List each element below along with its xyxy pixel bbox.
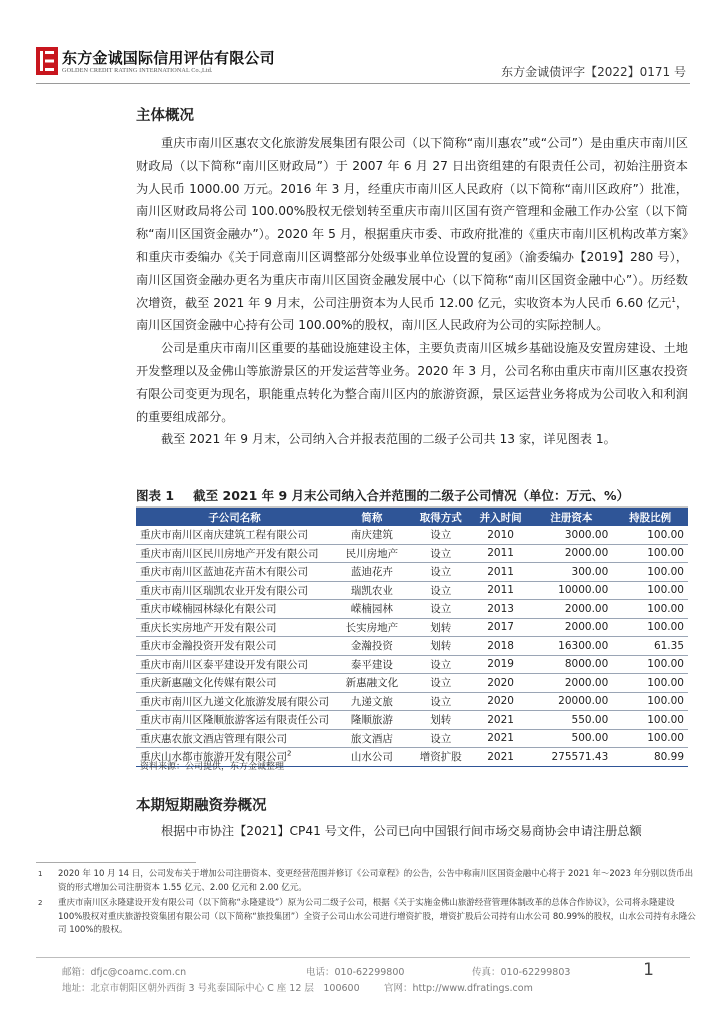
cell-merge-year — [471, 544, 531, 563]
cell-merge-year — [471, 526, 531, 544]
company-logo-icon — [36, 47, 58, 75]
cell-merge-year-text: 2010 — [487, 528, 514, 541]
cell-acquisition-method-text: 设立 — [430, 732, 452, 745]
footer-address: 地址：北京市朝阳区朝外西街 3 号兆泰国际中心 C 座 12 层 100600 — [62, 983, 360, 994]
col-header-year: 并入时间 — [471, 508, 531, 526]
cell-share-ratio — [612, 544, 688, 563]
cell-acquisition-method-text: 设立 — [430, 658, 452, 671]
cell-short-name — [333, 729, 411, 748]
table-row — [136, 692, 688, 711]
cell-share-ratio-text: 100.00 — [647, 547, 684, 560]
cell-acquisition-method-text: 增资扩股 — [419, 751, 462, 764]
cell-short-name — [333, 600, 411, 619]
cell-share-ratio-text: 100.00 — [647, 565, 684, 578]
cell-acquisition-method — [411, 581, 471, 600]
cell-company-name-text: 重庆市南川区蓝迪花卉苗木有限公司 — [140, 566, 308, 579]
cell-share-ratio-text: 100.00 — [647, 602, 684, 615]
cell-share-ratio — [612, 563, 688, 582]
cell-registered-capital-text: 10000.00 — [558, 584, 609, 597]
table-row — [136, 655, 688, 674]
cell-registered-capital — [530, 748, 612, 767]
cell-share-ratio — [612, 637, 688, 656]
page-number: 1 — [643, 960, 654, 980]
cell-merge-year-text: 2013 — [487, 602, 514, 615]
cell-acquisition-method-text: 划转 — [430, 640, 452, 653]
cell-short-name — [333, 526, 411, 544]
table-row — [136, 729, 688, 748]
cell-company-name-text: 重庆新惠融文化传媒有限公司 — [140, 677, 277, 690]
cell-share-ratio-text: 100.00 — [647, 676, 684, 689]
cell-share-ratio — [612, 748, 688, 767]
cell-registered-capital-text: 2000.00 — [564, 621, 609, 634]
col-header-method: 取得方式 — [411, 508, 471, 526]
footnote-number: 1 — [38, 870, 43, 878]
col-header-ratio: 持股比例 — [612, 508, 688, 526]
cell-merge-year-text: 2017 — [487, 621, 514, 634]
cell-short-name-text: 南庆建筑 — [350, 529, 393, 542]
cell-share-ratio — [612, 526, 688, 544]
cell-share-ratio — [612, 674, 688, 693]
document-number: 东方金诚债评字【2022】0171 号 — [501, 65, 686, 79]
footer-phone: 电话：010-62299800 — [306, 967, 405, 978]
cell-merge-year — [471, 748, 531, 767]
cell-registered-capital-text: 8000.00 — [564, 658, 609, 671]
cell-registered-capital — [530, 655, 612, 674]
cell-acquisition-method — [411, 729, 471, 748]
cell-acquisition-method-text: 设立 — [430, 695, 452, 708]
cell-short-name-text: 九递文旅 — [350, 695, 393, 708]
footnote-text: 2020 年 10 月 14 日，公司发布关于增加公司注册资本、变更经营范围并修订《公司章程》的公告，公告中称南川区国资金融中心将于 2021 年～2023 年分别以货币出资的形式增加公司注册资本 1.55 亿元、2.00 亿元和 2.00 亿元。 — [58, 869, 694, 893]
cell-acquisition-method-text: 设立 — [430, 529, 452, 542]
cell-registered-capital — [530, 729, 612, 748]
cell-short-name — [333, 711, 411, 730]
cell-company-name — [136, 581, 333, 600]
cell-merge-year-text: 2011 — [487, 547, 514, 560]
cell-share-ratio-text: 80.99 — [653, 750, 684, 763]
cell-company-name — [136, 618, 333, 637]
cell-short-name-text: 隆顺旅游 — [350, 714, 393, 727]
cell-company-name-text: 重庆市金瀚投资开发有限公司 — [140, 640, 277, 653]
cell-share-ratio-text: 100.00 — [647, 584, 684, 597]
cell-merge-year — [471, 618, 531, 637]
table-row — [136, 581, 688, 600]
table-source: 资料来源：公司提供，东方金诚整理 — [140, 762, 285, 772]
cell-company-name — [136, 674, 333, 693]
footer-fax: 传真：010-62299803 — [472, 967, 571, 978]
company-name-en: GOLDEN CREDIT RATING INTERNATIONAL Co.,Ltd. — [62, 67, 213, 74]
cell-company-name — [136, 692, 333, 711]
footnote-divider — [36, 862, 196, 863]
cell-merge-year — [471, 729, 531, 748]
col-header-name: 子公司名称 — [136, 508, 333, 526]
cell-acquisition-method — [411, 748, 471, 767]
cell-acquisition-method — [411, 637, 471, 656]
cell-merge-year — [471, 674, 531, 693]
cell-share-ratio — [612, 655, 688, 674]
cell-company-name — [136, 600, 333, 619]
cell-acquisition-method-text: 划转 — [430, 714, 452, 727]
table-header-row — [136, 508, 688, 526]
cell-short-name — [333, 674, 411, 693]
cell-registered-capital-text: 275571.43 — [551, 750, 609, 763]
cell-merge-year-text: 2019 — [487, 658, 514, 671]
table-label: 图表 1 — [136, 488, 175, 503]
cell-merge-year-text: 2011 — [487, 584, 514, 597]
cell-share-ratio-text: 100.00 — [647, 713, 684, 726]
cell-registered-capital — [530, 674, 612, 693]
footer-email: 邮箱：dfjc@coamc.com.cn — [62, 967, 187, 978]
footer-website[interactable]: 官网：http://www.dfratings.com — [384, 983, 533, 994]
table-row — [136, 563, 688, 582]
cell-registered-capital-text: 2000.00 — [564, 602, 609, 615]
cell-acquisition-method-text: 设立 — [430, 603, 452, 616]
cell-short-name — [333, 581, 411, 600]
cell-registered-capital-text: 3000.00 — [564, 528, 609, 541]
cell-acquisition-method — [411, 544, 471, 563]
cell-share-ratio-text: 100.00 — [647, 528, 684, 541]
cell-acquisition-method — [411, 711, 471, 730]
cell-company-name — [136, 526, 333, 544]
cell-acquisition-method — [411, 563, 471, 582]
cell-acquisition-method-text: 设立 — [430, 566, 452, 579]
cell-short-name — [333, 544, 411, 563]
cell-share-ratio — [612, 711, 688, 730]
footnote-1 — [38, 868, 698, 895]
cell-company-name — [136, 563, 333, 582]
cell-company-name-text: 重庆市南川区南庆建筑工程有限公司 — [140, 529, 308, 542]
cell-registered-capital — [530, 526, 612, 544]
cell-short-name — [333, 692, 411, 711]
cell-registered-capital-text: 16300.00 — [558, 639, 609, 652]
footnote-text: 重庆市南川区永隆建设开发有限公司（以下简称“永隆建设”）原为公司二级子公司，根据《关于实施金佛山旅游经营管理体制改革的总体合作协议》，公司将永隆建设 100%股权对重庆旅游投资集团有限公司（以下简称“旅投集团”）全资子公司山水公司进行增资扩股，增资扩股后公司持有山水公司 80.99%的股权，山水公司持有永隆公司 100%的股权。 — [58, 898, 696, 935]
cell-merge-year-text: 2021 — [487, 713, 514, 726]
cell-company-name — [136, 544, 333, 563]
col-header-short: 简称 — [333, 508, 411, 526]
cell-company-name-text: 重庆市南川区九递文化旅游发展有限公司 — [140, 695, 329, 708]
cell-merge-year — [471, 600, 531, 619]
cell-share-ratio — [612, 581, 688, 600]
cell-share-ratio-text: 100.00 — [647, 658, 684, 671]
cell-short-name-text: 民川房地产 — [345, 547, 399, 560]
cell-merge-year-text: 2021 — [487, 750, 514, 763]
footnote-ref-2: 2 — [287, 749, 292, 758]
cell-share-ratio — [612, 729, 688, 748]
table-title: 截至 2021 年 9 月末公司纳入合并范围的二级子公司情况（单位：万元、%） — [193, 488, 630, 503]
cell-short-name-text: 新惠融文化 — [345, 677, 399, 690]
cell-registered-capital — [530, 618, 612, 637]
overview-body — [136, 132, 688, 451]
cell-company-name-text: 重庆市南川区泰平建设开发有限公司 — [140, 658, 308, 671]
cell-registered-capital — [530, 544, 612, 563]
cell-merge-year — [471, 692, 531, 711]
cell-short-name — [333, 618, 411, 637]
cell-short-name-text: 瑞凯农业 — [350, 584, 393, 597]
footer-divider — [36, 957, 690, 958]
cell-short-name — [333, 748, 411, 767]
cell-short-name-text: 蓝迪花卉 — [350, 566, 393, 579]
cell-short-name-text: 山水公司 — [350, 751, 393, 764]
cell-share-ratio — [612, 692, 688, 711]
table-row — [136, 600, 688, 619]
cell-merge-year — [471, 637, 531, 656]
table-row — [136, 526, 688, 544]
cell-registered-capital-text: 20000.00 — [558, 695, 609, 708]
cell-registered-capital-text: 500.00 — [571, 732, 609, 745]
cell-company-name-text: 重庆市嵘楠园林绿化有限公司 — [140, 603, 277, 616]
cell-short-name-text: 旅文酒店 — [350, 732, 393, 745]
section-title-overview: 主体概况 — [136, 108, 194, 124]
cell-short-name-text: 长实房地产 — [345, 621, 399, 634]
cell-short-name-text: 嵘楠园林 — [350, 603, 393, 616]
cell-acquisition-method-text: 设立 — [430, 677, 452, 690]
cell-merge-year-text: 2018 — [487, 639, 514, 652]
col-header-capital: 注册资本 — [530, 508, 612, 526]
overview-paragraph-3: 截至 2021 年 9 月末，公司纳入合并报表范围的二级子公司共 13 家，详见图表 1。 — [161, 432, 616, 447]
cell-registered-capital-text: 300.00 — [571, 565, 609, 578]
cell-company-name — [136, 711, 333, 730]
footnote-ref-1: 1 — [671, 295, 676, 304]
cell-short-name — [333, 637, 411, 656]
cell-company-name — [136, 655, 333, 674]
footnote-number: 2 — [38, 899, 43, 907]
overview-paragraph-1: 重庆市南川区惠农文化旅游发展集团有限公司（以下简称“南川惠农”或“公司”）是由重庆市南川区财政局（以下简称“南川区财政局”）于 2007 年 6 月 27 日出资组建的有限责任公司，初始注册资本为人民币 1000.00 万元。2016 年 3 月，经重庆市南川区人民政府（以下简称“南川区政府”）批准，南川区财政局将公司 100.00%股权无偿划转至重庆市南川区国有资产管理和金融工作办公室（以下简称“南川区国资金融办”）。2020 年 5 月，根据重庆市委、市政府批准的《重庆市南川区机构改革方案》和重庆市委编办《关于同意南川区调整部分处级事业单位设置的复函》（渝委编办【2019】280 号），南川区国资金融办更名为重庆市南川区国资金融发展中心（以下简称“南川区国资金融中心”）。历经数次增资，截至 2021 年 9 月末，公司注册资本为人民币 12.00 亿元，实收资本为人民币 6.60 亿元$^1$，南川区国资金融中心持有公司 100.00%的股权，南川区人民政府为公司的实际控制人。 — [136, 136, 689, 333]
cell-acquisition-method — [411, 692, 471, 711]
footnote-2 — [38, 897, 698, 938]
cell-company-name-text: 重庆惠农旅文酒店管理有限公司 — [140, 732, 287, 745]
cell-short-name — [333, 655, 411, 674]
cell-company-name-text: 重庆市南川区隆顺旅游客运有限责任公司 — [140, 714, 329, 727]
cell-short-name — [333, 563, 411, 582]
cell-merge-year-text: 2021 — [487, 732, 514, 745]
cell-company-name — [136, 729, 333, 748]
cell-company-name-text: 重庆长实房地产开发有限公司 — [140, 621, 277, 634]
cell-registered-capital-text: 2000.00 — [564, 547, 609, 560]
cell-merge-year-text: 2011 — [487, 565, 514, 578]
cell-merge-year — [471, 563, 531, 582]
table-row — [136, 544, 688, 563]
cell-registered-capital — [530, 563, 612, 582]
company-name-cn: 东方金诚国际信用评估有限公司 — [62, 49, 275, 67]
cell-short-name-text: 金瀚投资 — [350, 640, 393, 653]
subsidiaries-table — [136, 508, 688, 767]
cell-merge-year — [471, 655, 531, 674]
overview-paragraph-2: 公司是重庆市南川区重要的基础设施建设主体，主要负责南川区城乡基础设施及安置房建设、土地开发整理以及金佛山等旅游景区的开发运营等业务。2020 年 3 月，公司名称由重庆市南川区惠农投资有限公司变更为现名，职能重点转化为整合南川区内的旅游资源，景区运营业务将成为公司收入和利润的重要组成部分。 — [136, 341, 688, 424]
table-row — [136, 618, 688, 637]
cell-registered-capital — [530, 600, 612, 619]
cell-registered-capital — [530, 711, 612, 730]
section-title-financing: 本期短期融资券概况 — [136, 798, 267, 814]
cell-company-name-text: 重庆市南川区瑞凯农业开发有限公司 — [140, 584, 308, 597]
cell-acquisition-method — [411, 600, 471, 619]
cell-short-name-text: 泰平建设 — [350, 658, 393, 671]
financing-paragraph-1: 根据中市协注【2021】CP41 号文件，公司已向中国银行间市场交易商协会申请注册总额 — [161, 824, 642, 838]
cell-acquisition-method-text: 划转 — [430, 621, 452, 634]
cell-share-ratio — [612, 600, 688, 619]
cell-share-ratio-text: 61.35 — [653, 639, 684, 652]
cell-registered-capital-text: 2000.00 — [564, 676, 609, 689]
cell-company-name — [136, 637, 333, 656]
table-row — [136, 637, 688, 656]
cell-registered-capital — [530, 581, 612, 600]
cell-share-ratio-text: 100.00 — [647, 621, 684, 634]
financing-body — [136, 820, 688, 843]
table-caption — [136, 485, 688, 508]
cell-share-ratio-text: 100.00 — [647, 695, 684, 708]
cell-acquisition-method — [411, 618, 471, 637]
table-row — [136, 674, 688, 693]
cell-merge-year — [471, 581, 531, 600]
table-row — [136, 711, 688, 730]
cell-merge-year — [471, 711, 531, 730]
cell-acquisition-method-text: 设立 — [430, 584, 452, 597]
cell-acquisition-method-text: 设立 — [430, 547, 452, 560]
cell-acquisition-method — [411, 674, 471, 693]
cell-registered-capital — [530, 692, 612, 711]
cell-company-name-text: 重庆山水都市旅游开发有限公司 — [140, 751, 287, 764]
cell-acquisition-method — [411, 655, 471, 674]
cell-merge-year-text: 2020 — [487, 676, 514, 689]
cell-acquisition-method — [411, 526, 471, 544]
cell-registered-capital — [530, 637, 612, 656]
cell-company-name-text: 重庆市南川区民川房地产开发有限公司 — [140, 547, 319, 560]
cell-registered-capital-text: 550.00 — [571, 713, 609, 726]
header-divider — [36, 83, 690, 84]
cell-merge-year-text: 2020 — [487, 695, 514, 708]
cell-share-ratio-text: 100.00 — [647, 732, 684, 745]
cell-share-ratio — [612, 618, 688, 637]
